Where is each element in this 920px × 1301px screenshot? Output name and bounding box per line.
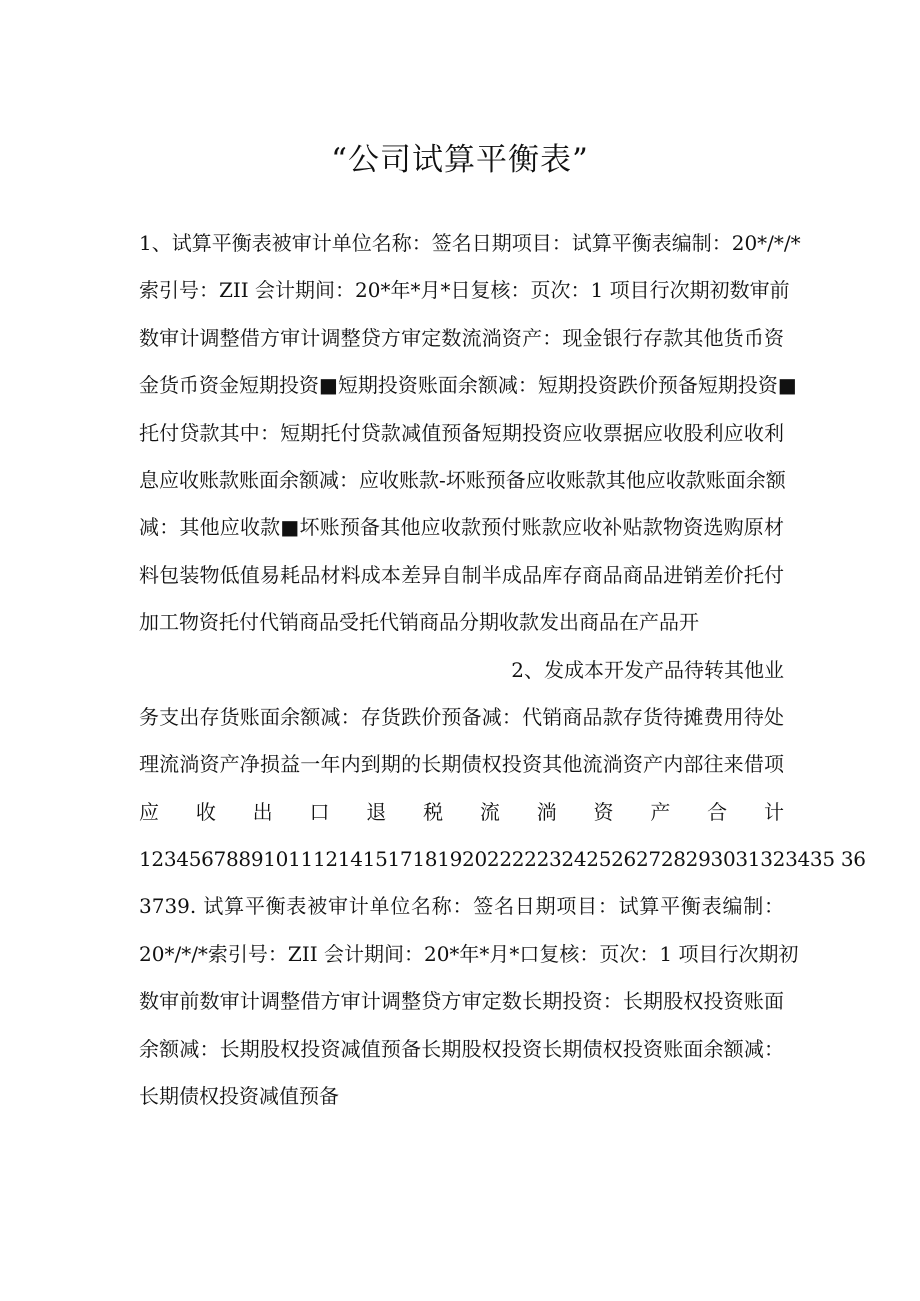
body-line: 20*/*/*索引号：ZII 会计期间：20*年*月*口复核：页次：1 项目行次期初	[139, 941, 799, 966]
body-line: 余额减：长期股权投资减值预备长期股权投资长期债权投资账面余额减：	[139, 1036, 784, 1061]
body-line: 加工物资托付代销商品受托代销商品分期收款发出商品在产品开	[139, 610, 699, 635]
body-line: 托付贷款其中：短期托付贷款减值预备短期投资应收票据应收股利应收利	[139, 420, 784, 445]
body-line: 索引号：ZII 会计期间：20*年*月*日复核：页次：1 项目行次期初数审前	[139, 278, 790, 303]
body-line: 金货币资金短期投资■短期投资账面余额减：短期投资跌价预备短期投资■	[139, 373, 797, 398]
body-line: 务支出存货账面余额减：存货跌价预备减：代销商品款存货待摊费用待处	[139, 704, 784, 729]
body-line: 数审前数审计调整借方审计调整贷方审定数长期投资：长期股权投资账面	[139, 989, 784, 1014]
body-line: 料包装物低值易耗品材料成本差异自制半成品库存商品商品进销差价托付	[139, 562, 784, 587]
body-line-row-numbers: 12345678891011121415171819202222232425262728293031323435 36	[139, 847, 866, 872]
body-line: 理流淌资产净损益一年内到期的长期债权投资其他流淌资产内部往来借项	[139, 752, 784, 777]
body-line: 1、试算平衡表被审计单位名称：签名日期项目：试算平衡表编制：20*/*/*	[139, 231, 801, 255]
body-line: 长期债权投资减值预备	[139, 1084, 339, 1109]
body-line: 3739. 试算平衡表被审计单位名称：签名日期项目：试算平衡表编制：	[139, 894, 784, 919]
document-title: “公司试算平衡表”	[331, 142, 589, 178]
body-line: 减：其他应收款■坏账预备其他应收款预付账款应收补贴款物资选购原材	[139, 515, 784, 540]
body-line: 息应收账款账面余额减：应收账款-坏账预备应收账款其他应收款账面余额	[139, 467, 786, 492]
body-line-section-2: 2、发成本开发产品待转其他业	[511, 657, 784, 682]
body-line: 数审计调整借方审计调整贷方审定数流淌资产：现金银行存款其他货币资	[139, 325, 784, 350]
document-body	[139, 224, 866, 1124]
body-line-spaced: 应 收 出 口 退 税 流 淌 资 产 合 计	[139, 799, 784, 824]
